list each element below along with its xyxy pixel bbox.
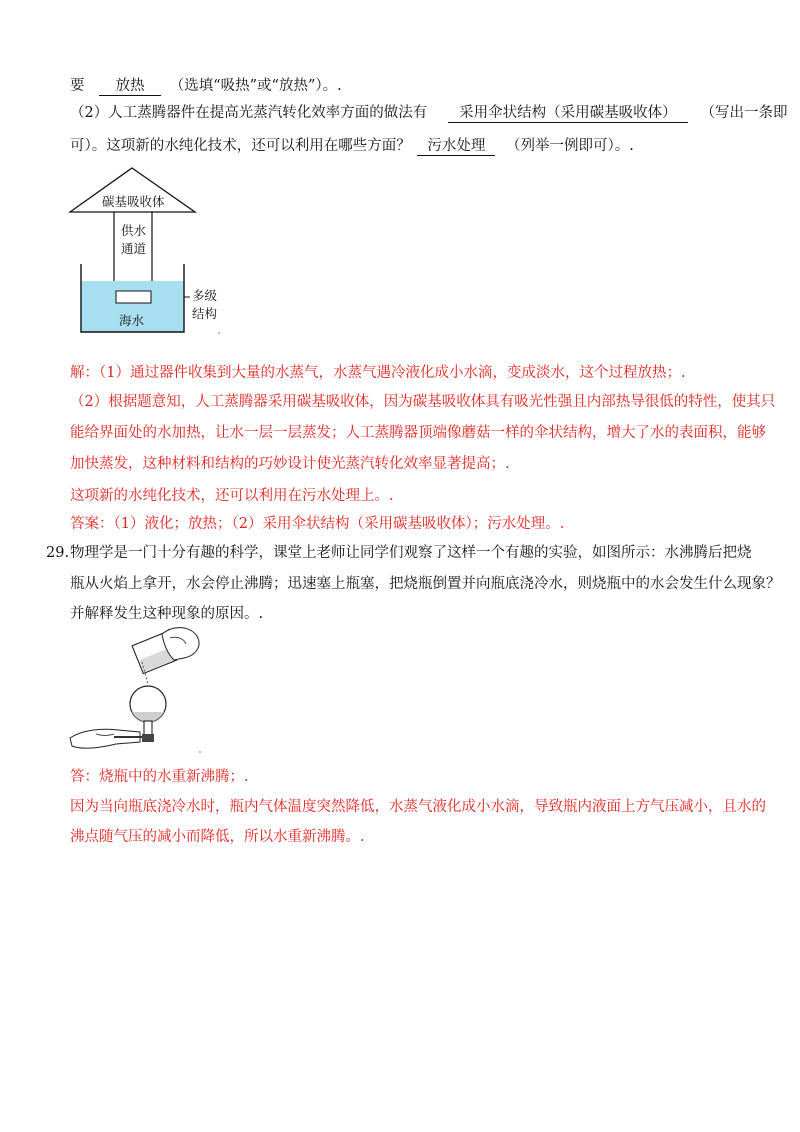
solution28-line-4: 加快蒸发，这种材料和结构的巧妙设计使光蒸汽转化效率显著提高；. bbox=[70, 456, 510, 472]
solution28-line-5: 这项新的水纯化技术，还可以利用在污水处理上。. bbox=[70, 488, 394, 504]
question-number: 29. bbox=[46, 545, 70, 561]
answer29-line-3: 沸点随气压的减小而降低，所以水重新沸腾。. bbox=[70, 829, 365, 845]
side-label-2: 结构 bbox=[192, 306, 218, 321]
multi-level-structure bbox=[116, 291, 151, 303]
side-label-1: 多级 bbox=[192, 288, 218, 303]
answer-blank-2: 采用伞状结构（采用碳基吸收体） bbox=[448, 105, 688, 123]
answer29-line-1: 答：烧瓶中的水重新沸腾；. bbox=[70, 769, 249, 785]
solution28-answer: 答案：（1）液化；放热；（2）采用伞状结构（采用碳基吸收体）；污水处理。. bbox=[70, 516, 565, 532]
hand-bottom bbox=[70, 729, 140, 748]
q28-l2-post: （写出一条即 bbox=[700, 105, 788, 121]
solution28-line-1: 解：（1）通过器件收集到大量的水蒸气，水蒸气遇冷液化成小水滴，变成淡水，这个过程放热；. bbox=[70, 365, 686, 381]
flask-drawing bbox=[66, 624, 216, 756]
q28-l1-pre: 要 bbox=[70, 78, 85, 94]
q29-l1-text: 物理学是一门十分有趣的科学，课堂上老师让同学们观察了这样一个有趣的实验，如图所示：水沸腾后把烧 bbox=[70, 545, 752, 561]
q28-l1-post: （选填“吸热”或“放热”）。. bbox=[169, 78, 342, 94]
q29-line-1 bbox=[46, 543, 752, 563]
q28-line-2 bbox=[70, 103, 787, 123]
q28-line-1 bbox=[70, 76, 342, 96]
channel-label-2: 通道 bbox=[121, 241, 147, 256]
answer-blank-1: 放热 bbox=[99, 78, 161, 96]
transpiration-device-diagram bbox=[68, 164, 238, 340]
q29-line-2: 瓶从火焰上拿开，水会停止沸腾；迅速塞上瓶塞，把烧瓶倒置并向瓶底浇冷水，则烧瓶中的水会发生什么现象？ bbox=[70, 576, 781, 592]
q28-l3-post: （列举一例即可）。. bbox=[505, 138, 634, 154]
flask-water bbox=[132, 712, 164, 722]
q28-line-3 bbox=[70, 136, 634, 156]
flask-experiment-diagram bbox=[66, 624, 216, 756]
solution28-line-2: （2）根据题意知，人工蒸腾器采用碳基吸收体，因为碳基吸收体具有吸光性强且内部热导很低的特性，使其只 bbox=[70, 394, 776, 410]
dot-mark bbox=[218, 332, 220, 334]
q28-l2-pre: （2）人工蒸腾器件在提高光蒸汽转化效率方面的做法有 bbox=[70, 105, 428, 121]
flask-stopper bbox=[142, 734, 154, 742]
roof-label: 碳基吸收体 bbox=[102, 194, 165, 209]
q28-l3-pre: 可）。这项新的水纯化技术，还可以利用在哪些方面？ bbox=[70, 138, 411, 154]
q29-line-3: 并解释发生这种现象的原因。. bbox=[70, 606, 264, 622]
dot-mark bbox=[199, 751, 201, 753]
solution28-line-3: 能给界面处的水加热，让水一层一层蒸发；人工蒸腾器顶端像蘑菇一样的伞状结构，增大了水的表面积，能够 bbox=[70, 425, 766, 441]
answer29-line-2: 因为当向瓶底浇冷水时，瓶内气体温度突然降低，水蒸气液化成小水滴，导致瓶内液面上方气压减小，且水的 bbox=[70, 799, 766, 815]
answer-blank-3: 污水处理 bbox=[417, 138, 495, 156]
channel-label-1: 供水 bbox=[121, 223, 147, 238]
flask-neck bbox=[144, 721, 152, 735]
seawater-label: 海水 bbox=[119, 313, 145, 328]
